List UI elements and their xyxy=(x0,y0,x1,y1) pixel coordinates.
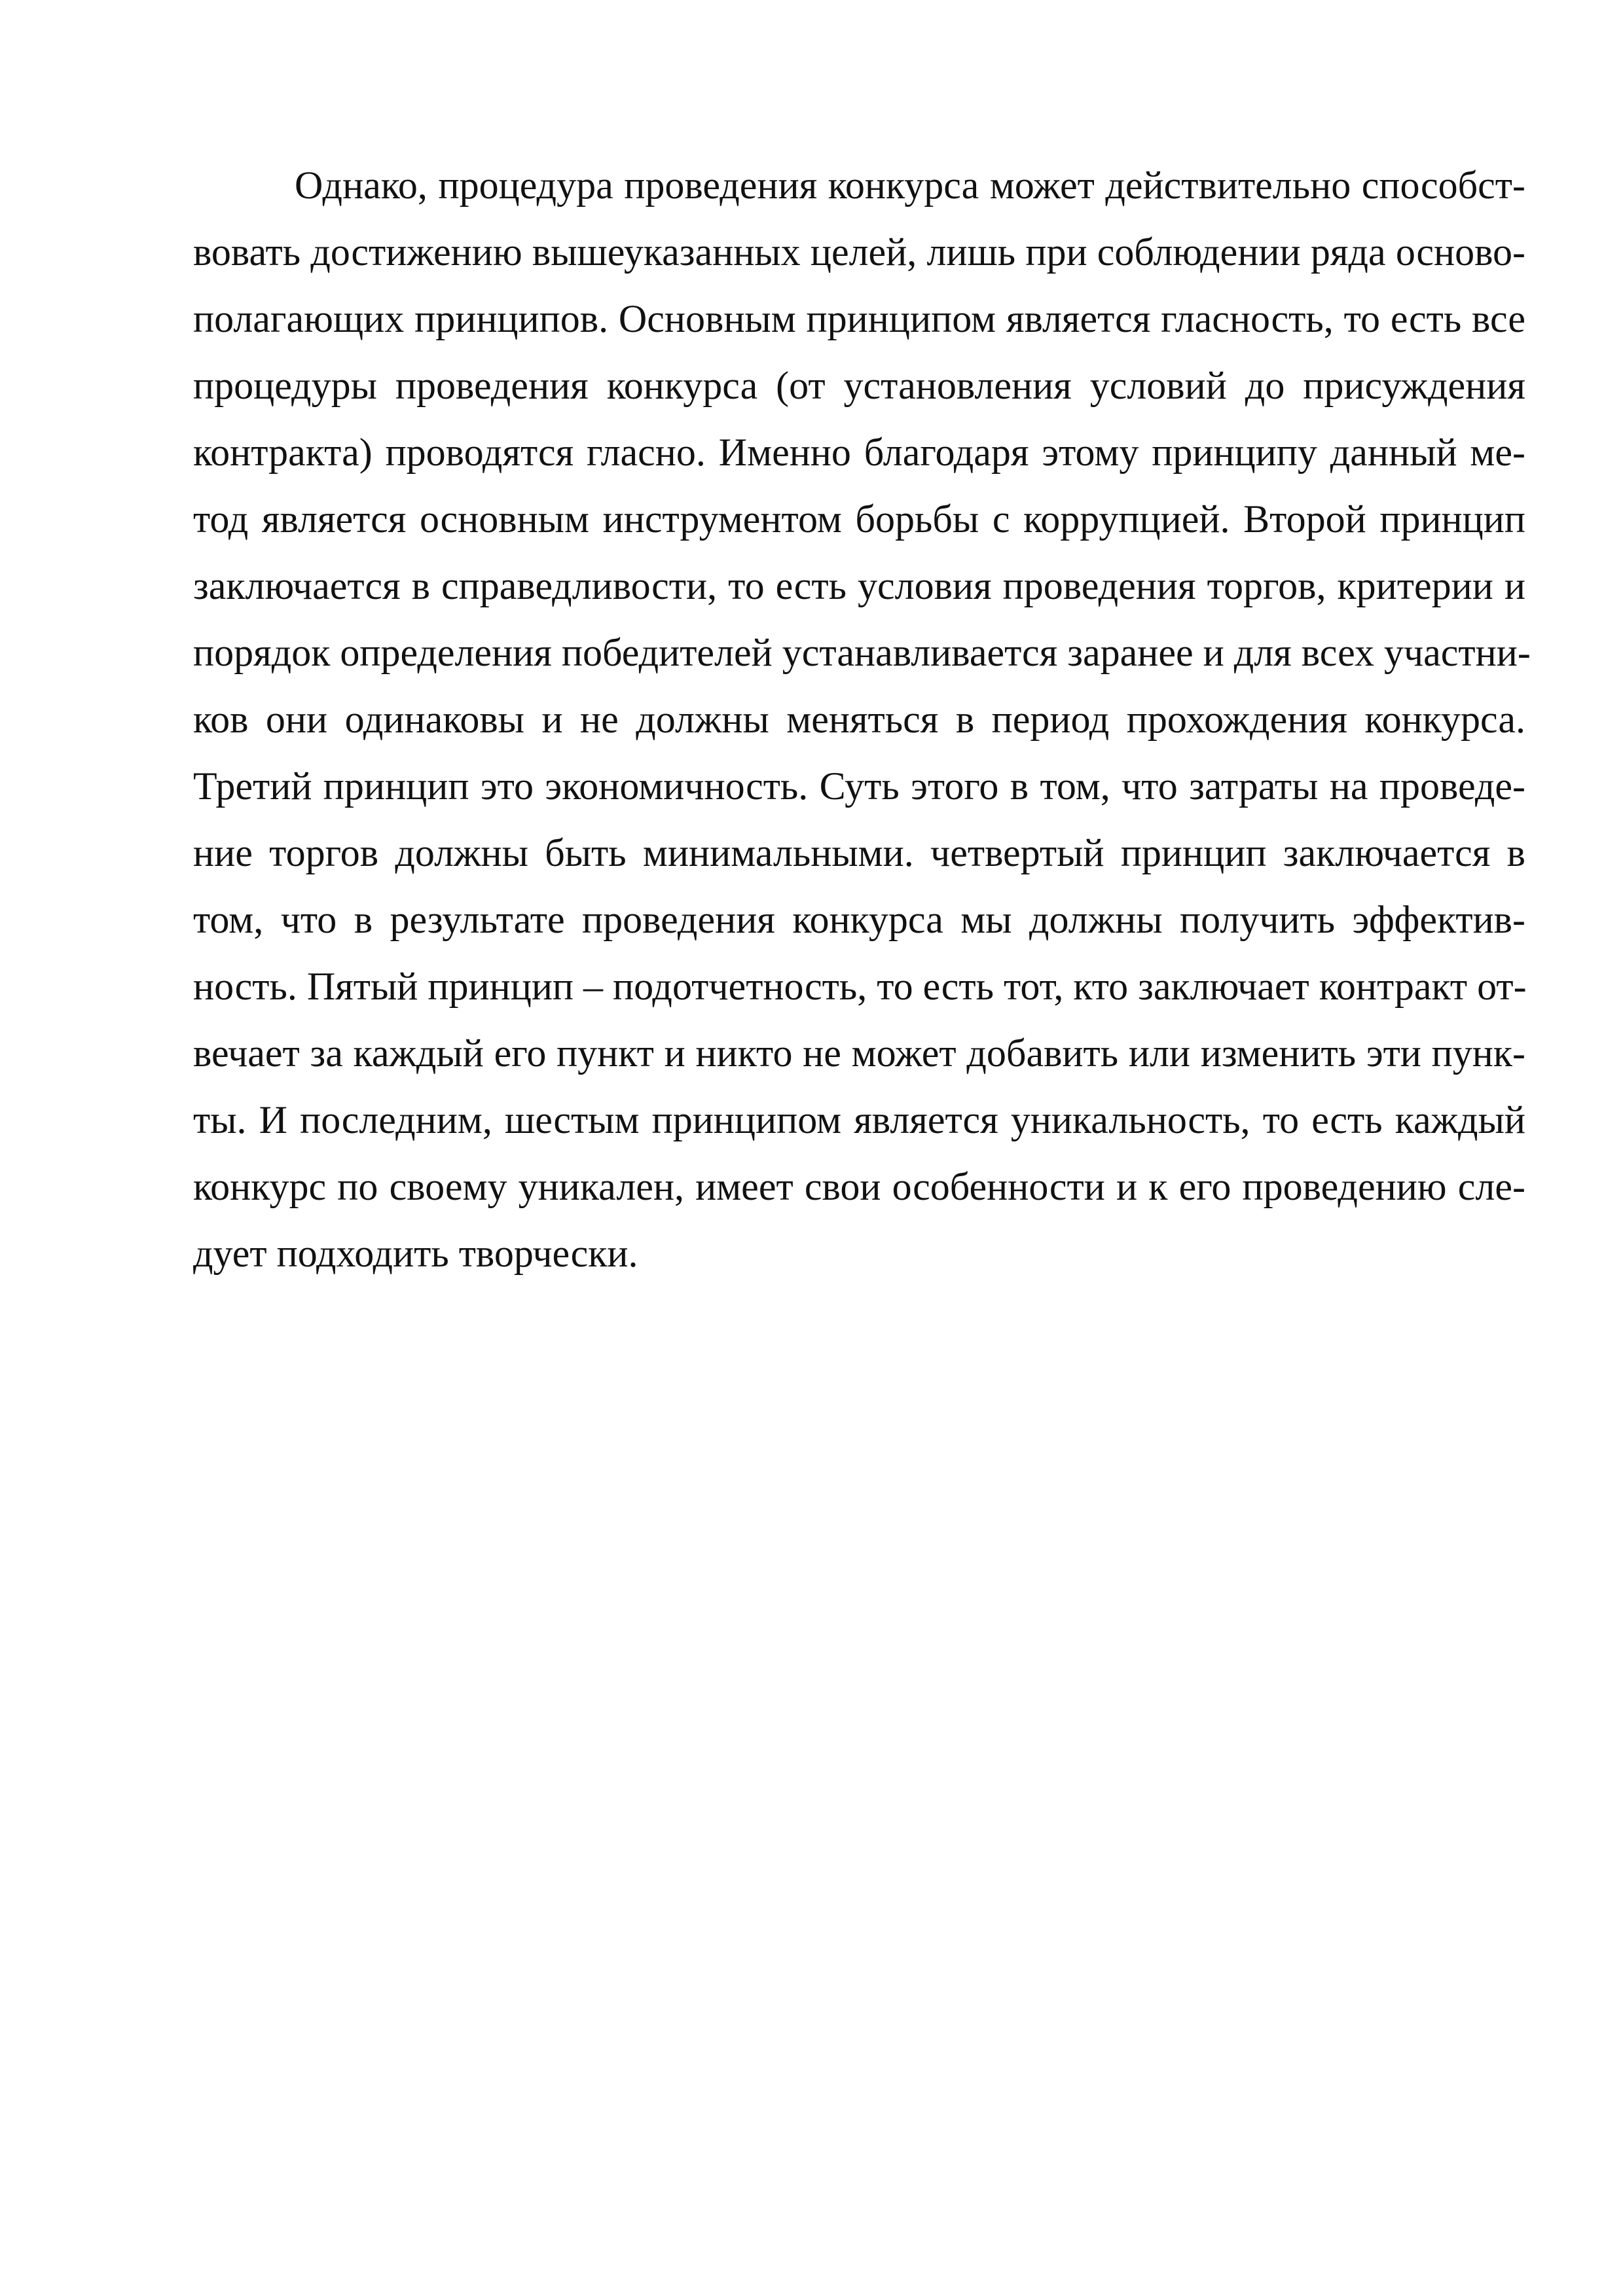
paragraph-line: заключается в справедливости, то есть условия проведения торгов, критерии и xyxy=(193,564,1525,607)
paragraph-line: дует подходить творчески. xyxy=(193,1232,638,1275)
paragraph-line: Однако, процедура проведения конкурса может действительно способст- xyxy=(295,164,1525,207)
paragraph-line: Третий принцип это экономичность. Суть этого в том, что затраты на проведе- xyxy=(193,764,1525,808)
paragraph-line: конкурс по своему уникален, имеет свои особенности и к его проведению сле- xyxy=(193,1165,1525,1208)
paragraph-line: вовать достижению вышеуказанных целей, лишь при соблюдении ряда осново- xyxy=(193,230,1525,274)
paragraph-line: ты. И последним, шестым принципом является уникальность, то есть каждый xyxy=(193,1098,1525,1141)
paragraph-line: контракта) проводятся гласно. Именно благодаря этому принципу данный ме- xyxy=(193,431,1525,474)
paragraph-line: полагающих принципов. Основным принципом является гласность, то есть все xyxy=(193,297,1525,340)
paragraph-line: тод является основным инструментом борьбы с коррупцией. Второй принцип xyxy=(193,497,1525,541)
paragraph-line: том, что в результате проведения конкурса мы должны получить эффектив- xyxy=(193,898,1525,941)
body-paragraph xyxy=(193,152,1531,1287)
paragraph-line: ность. Пятый принцип – подотчетность, то есть тот, кто заключает контракт от- xyxy=(193,965,1527,1008)
paragraph-line: процедуры проведения конкурса (от установления условий до присуждения xyxy=(193,364,1525,407)
paragraph-line: ние торгов должны быть минимальными. четвертый принцип заключается в xyxy=(193,831,1525,874)
paragraph-line: вечает за каждый его пункт и никто не может добавить или изменить эти пунк- xyxy=(193,1031,1525,1075)
paragraph-line: ков они одинаковы и не должны меняться в период прохождения конкурса. xyxy=(193,698,1525,741)
paragraph-line: порядок определения победителей устанавливается заранее и для всех участни- xyxy=(193,631,1531,674)
